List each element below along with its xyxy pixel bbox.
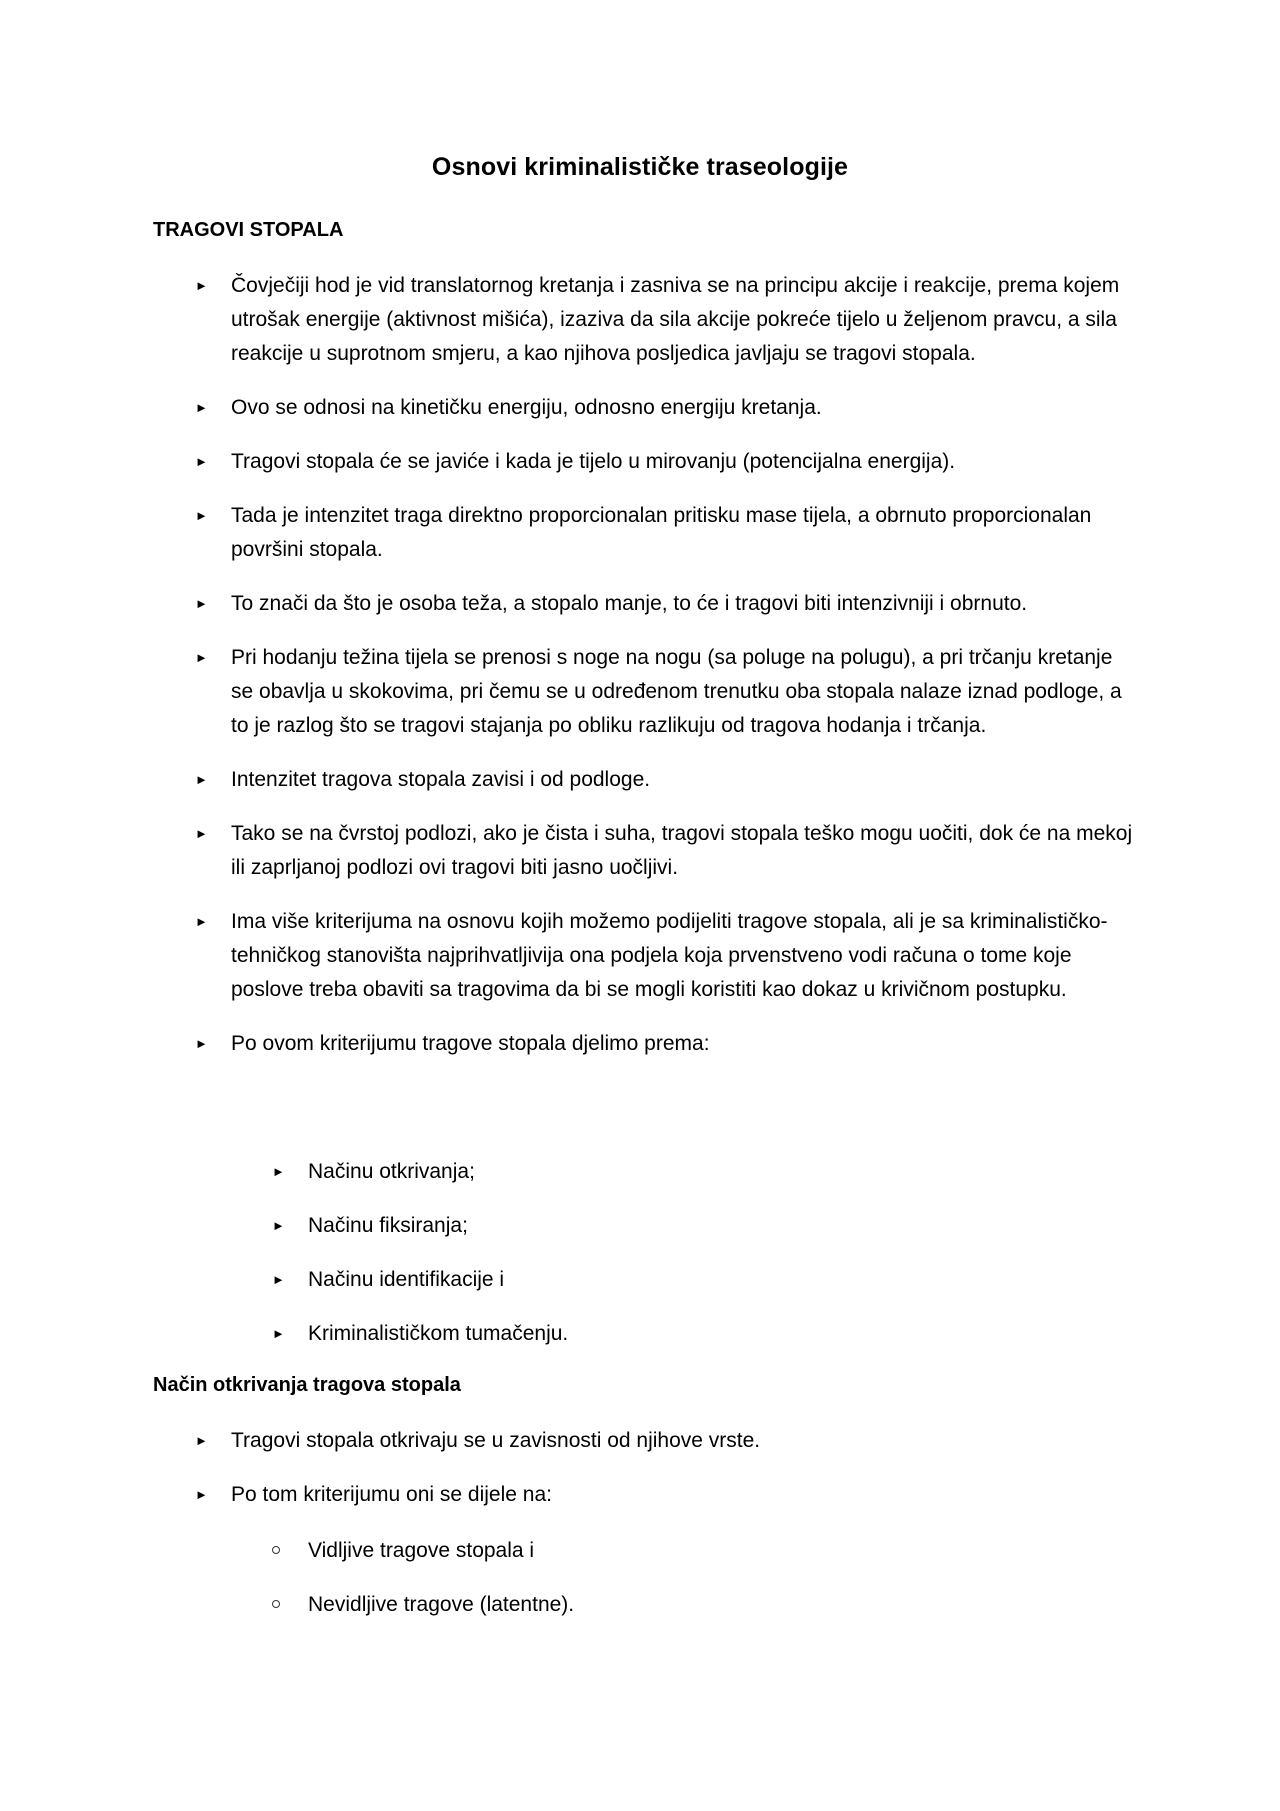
list-item	[272, 1588, 1132, 1622]
section2-sub-bullet-list	[272, 1534, 1132, 1622]
list-item	[195, 817, 1135, 885]
triangle-bullet-icon: ►	[195, 650, 208, 665]
list-item-text: Nevidljive tragove (latentne).	[308, 1593, 575, 1616]
list-item	[195, 1424, 1135, 1458]
triangle-bullet-icon: ►	[195, 1433, 208, 1448]
list-item	[272, 1209, 1132, 1243]
list-item	[272, 1155, 1132, 1189]
list-item-text: Tada je intenzitet traga direktno proporcionalan pritisku mase tijela, a obrnuto proporcionalan površini stopala.	[231, 504, 1092, 561]
list-item	[272, 1263, 1132, 1297]
section-heading-nacin-otkrivanja: Način otkrivanja tragova stopala	[153, 1374, 461, 1396]
triangle-bullet-icon: ►	[272, 1164, 285, 1179]
list-item-text: Načinu identifikacije i	[308, 1268, 505, 1291]
list-item	[195, 391, 1135, 425]
list-item-text: Po tom kriterijumu oni se dijele na:	[231, 1483, 552, 1506]
list-item	[195, 1027, 1135, 1061]
triangle-bullet-icon: ►	[195, 772, 208, 787]
circle-bullet-icon	[272, 1546, 280, 1554]
document-title: Osnovi kriminalističke traseologije	[431, 153, 849, 181]
list-item-text: Ima više kriterijuma na osnovu kojih možemo podijeliti tragove stopala, ali je sa kriminalističko-tehničkog stanovišta najprihvatljivija ona podjela koja prvenstveno vodi računa o tome koje poslove treba obaviti sa tragovima da bi se mogli koristiti kao dokaz u krivičnom postupku.	[231, 910, 1108, 1001]
list-item	[195, 1478, 1135, 1512]
triangle-bullet-icon: ►	[195, 508, 208, 523]
triangle-bullet-icon: ►	[272, 1272, 285, 1287]
section-heading-tragovi-stopala: TRAGOVI STOPALA	[153, 219, 344, 241]
list-item	[195, 269, 1135, 371]
list-item	[195, 763, 1135, 797]
section2-bullet-list	[195, 1424, 1135, 1512]
list-item-text: Ovo se odnosi na kinetičku energiju, odnosno energiju kretanja.	[231, 396, 822, 419]
list-item	[195, 641, 1135, 743]
triangle-bullet-icon: ►	[195, 400, 208, 415]
list-item-text: Po ovom kriterijumu tragove stopala djelimo prema:	[231, 1032, 710, 1055]
triangle-bullet-icon: ►	[195, 826, 208, 841]
list-item-text: Intenzitet tragova stopala zavisi i od podloge.	[231, 768, 651, 791]
triangle-bullet-icon: ►	[195, 596, 208, 611]
list-item-text: Tragovi stopala otkrivaju se u zavisnosti od njihove vrste.	[231, 1429, 761, 1452]
list-item	[195, 587, 1135, 621]
section1-bullet-list	[195, 269, 1135, 1061]
list-item-text: Tako se na čvrstoj podlozi, ako je čista i suha, tragovi stopala teško mogu uočiti, dok će na mekoj ili zaprljanoj podlozi ovi tragovi biti jasno uočljivi.	[231, 822, 1133, 879]
list-item-text: To znači da što je osoba teža, a stopalo manje, to će i tragovi biti intenzivniji i obrnuto.	[231, 592, 1028, 615]
triangle-bullet-icon: ►	[195, 1487, 208, 1502]
triangle-bullet-icon: ►	[195, 914, 208, 929]
list-item	[195, 445, 1135, 479]
triangle-bullet-icon: ►	[195, 1036, 208, 1051]
triangle-bullet-icon: ►	[195, 278, 208, 293]
circle-bullet-icon	[272, 1600, 280, 1608]
triangle-bullet-icon: ►	[195, 454, 208, 469]
list-item	[195, 905, 1135, 1007]
section1-sub-bullet-list	[272, 1155, 1132, 1351]
list-item-text: Kriminalističkom tumačenju.	[308, 1322, 569, 1345]
list-item-text: Načinu otkrivanja;	[308, 1160, 475, 1183]
triangle-bullet-icon: ►	[272, 1218, 285, 1233]
list-item	[272, 1534, 1132, 1568]
list-item	[195, 499, 1135, 567]
list-item-text: Pri hodanju težina tijela se prenosi s noge na nogu (sa poluge na polugu), a pri trčanju kretanje se obavlja u skokovima, pri čemu se u određenom trenutku oba stopala nalaze iznad podloge, a to je razlog što se tragovi stajanja po obliku razlikuju od tragova hodanja i trčanja.	[231, 646, 1122, 737]
list-item	[272, 1317, 1132, 1351]
triangle-bullet-icon: ►	[272, 1326, 285, 1341]
list-item-text: Tragovi stopala će se javiće i kada je tijelo u mirovanju (potencijalna energija).	[231, 450, 956, 473]
list-item-text: Načinu fiksiranja;	[308, 1214, 468, 1237]
list-item-text: Čovječiji hod je vid translatornog kretanja i zasniva se na principu akcije i reakcije, prema kojem utrošak energije (aktivnost mišića), izaziva da sila akcije pokreće tijelo u željenom pravcu, a sila reakcije u suprotnom smjeru, a kao njihova posljedica javljaju se tragovi stopala.	[231, 274, 1120, 365]
list-item-text: Vidljive tragove stopala i	[308, 1539, 535, 1562]
